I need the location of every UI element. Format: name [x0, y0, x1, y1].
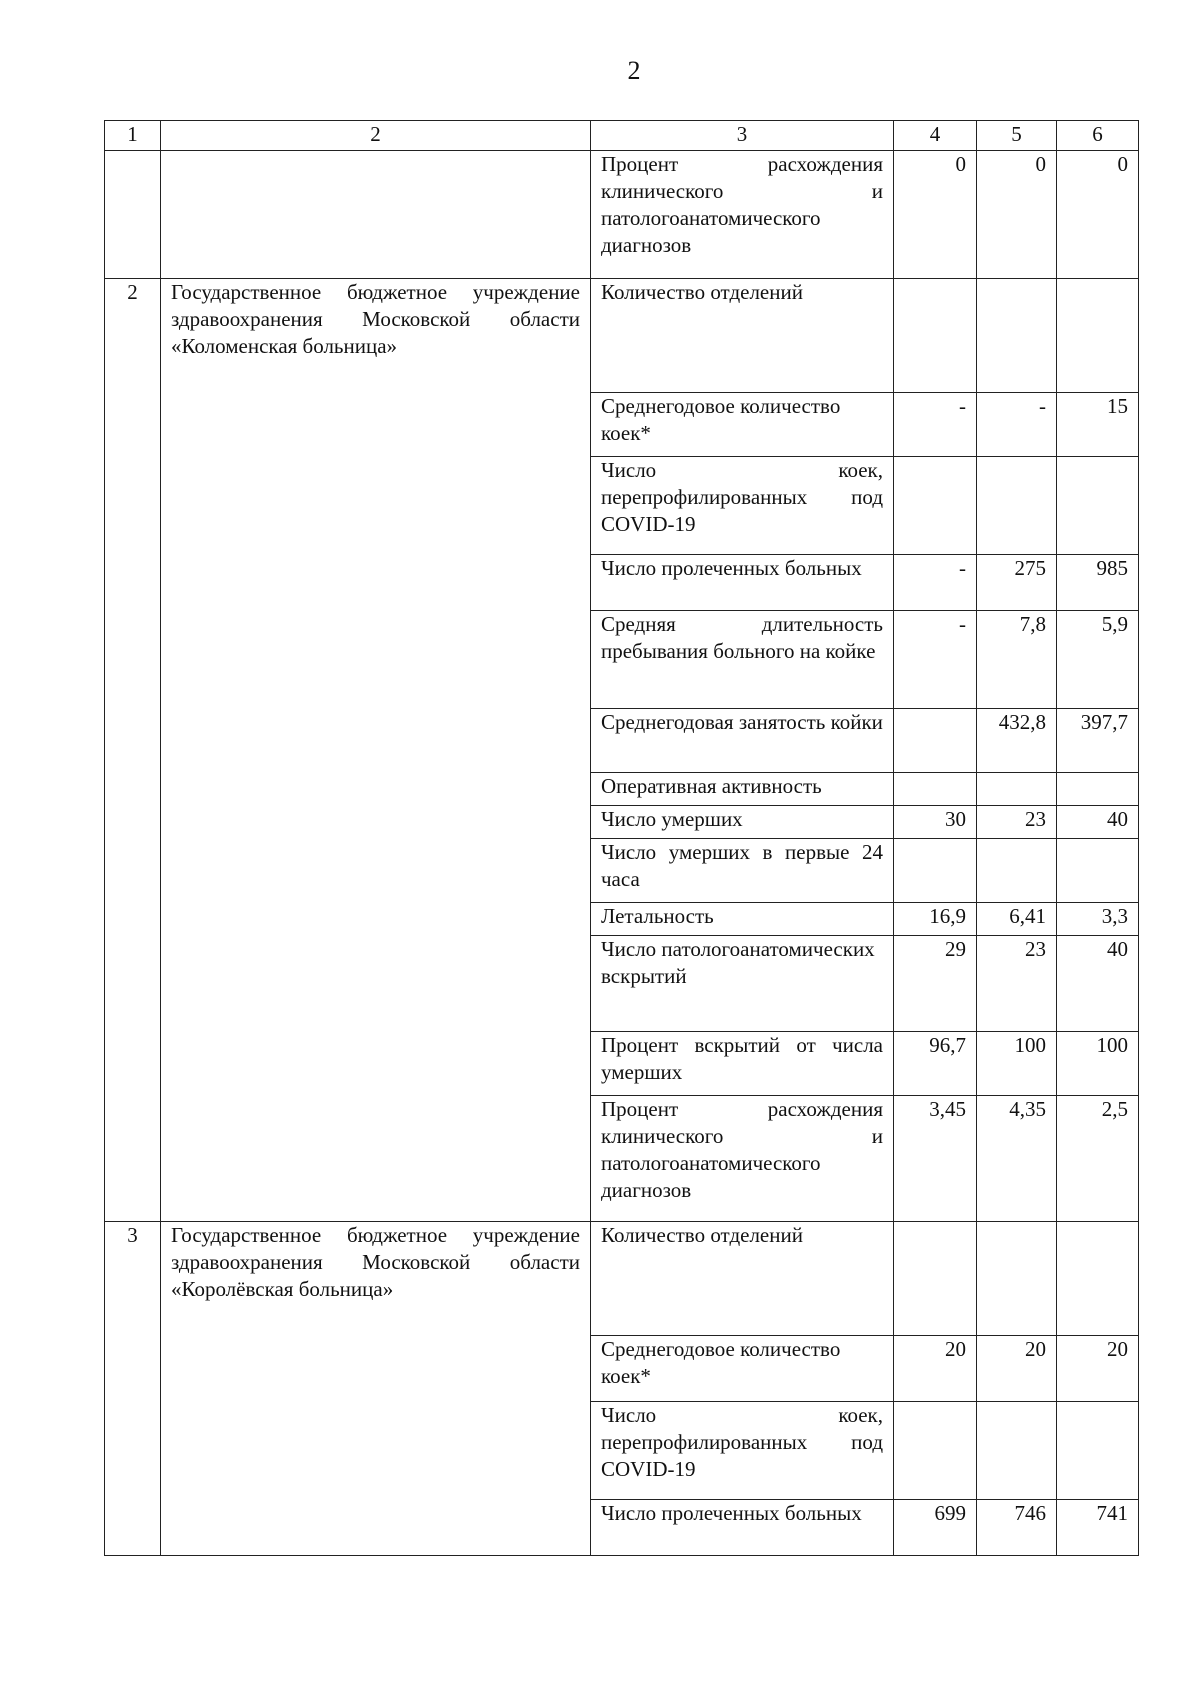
value-col6: 2,5 [1057, 1096, 1139, 1222]
value-col4: 96,7 [894, 1032, 977, 1096]
column-number: 1 [105, 121, 161, 151]
value-col5: 6,41 [977, 903, 1057, 936]
value-col4 [894, 709, 977, 773]
value-col4: - [894, 555, 977, 611]
value-col5: 23 [977, 806, 1057, 839]
indicator-label: Число коек, перепрофилированных под COVID-19 [591, 1402, 894, 1500]
value-col5: 432,8 [977, 709, 1057, 773]
indicator-label: Среднегодовое количество коек* [591, 1336, 894, 1402]
value-col4 [894, 773, 977, 806]
value-col4 [894, 1402, 977, 1500]
value-col5 [977, 839, 1057, 903]
value-col4 [894, 839, 977, 903]
value-col4: 3,45 [894, 1096, 977, 1222]
organization-name: Государственное бюджетное учреждение здравоохранения Московской области «Коломенская больница» [161, 279, 591, 1222]
value-col6 [1057, 1402, 1139, 1500]
value-col6: 40 [1057, 806, 1139, 839]
value-col6 [1057, 773, 1139, 806]
indicator-label: Число умерших [591, 806, 894, 839]
value-col5: 4,35 [977, 1096, 1057, 1222]
value-col5 [977, 773, 1057, 806]
value-col6: 100 [1057, 1032, 1139, 1096]
indicator-label: Средняя длительность пребывания больного на койке [591, 611, 894, 709]
value-col6: 3,3 [1057, 903, 1139, 936]
value-col5: - [977, 393, 1057, 457]
indicator-label: Число коек, перепрофилированных под COVID-19 [591, 457, 894, 555]
table-row [105, 279, 1139, 393]
value-col6: 397,7 [1057, 709, 1139, 773]
indicator-label: Число пролеченных больных [591, 555, 894, 611]
value-col4: 30 [894, 806, 977, 839]
value-col4 [894, 457, 977, 555]
organization-name: Государственное бюджетное учреждение здравоохранения Московской области «Королёвская больница» [161, 1222, 591, 1556]
row-number: 2 [105, 279, 161, 1222]
value-col5 [977, 279, 1057, 393]
value-col6 [1057, 457, 1139, 555]
value-col4: 699 [894, 1500, 977, 1556]
organization-cell [161, 151, 591, 279]
column-number: 3 [591, 121, 894, 151]
indicator-label: Количество отделений [591, 1222, 894, 1336]
row-number: 3 [105, 1222, 161, 1556]
indicator-label: Процент расхождения клинического и патологоанатомического диагнозов [591, 1096, 894, 1222]
value-col5: 20 [977, 1336, 1057, 1402]
value-col6: 741 [1057, 1500, 1139, 1556]
value-col5: 275 [977, 555, 1057, 611]
value-col5: 23 [977, 936, 1057, 1032]
value-col6 [1057, 839, 1139, 903]
value-col5: 7,8 [977, 611, 1057, 709]
value-col5 [977, 457, 1057, 555]
value-col4 [894, 279, 977, 393]
indicators-table [104, 120, 1139, 1556]
indicator-label: Число пролеченных больных [591, 1500, 894, 1556]
value-col6: 5,9 [1057, 611, 1139, 709]
column-number: 4 [894, 121, 977, 151]
page-number: 2 [627, 56, 641, 85]
indicator-label: Среднегодовое количество коек* [591, 393, 894, 457]
indicator-label: Число умерших в первые 24 часа [591, 839, 894, 903]
value-col5: 0 [977, 151, 1057, 279]
value-col5 [977, 1402, 1057, 1500]
indicator-label: Количество отделений [591, 279, 894, 393]
table-row [105, 151, 1139, 279]
value-col4: 16,9 [894, 903, 977, 936]
row-number-cell [105, 151, 161, 279]
column-number-row [105, 121, 1139, 151]
value-col5: 746 [977, 1500, 1057, 1556]
value-col5: 100 [977, 1032, 1057, 1096]
value-col5 [977, 1222, 1057, 1336]
table-row [105, 1222, 1139, 1336]
value-col6: 15 [1057, 393, 1139, 457]
value-col4: 0 [894, 151, 977, 279]
value-col6 [1057, 279, 1139, 393]
value-col6: 40 [1057, 936, 1139, 1032]
column-number: 6 [1057, 121, 1139, 151]
indicator-label: Среднегодовая занятость койки [591, 709, 894, 773]
indicator-label: Число патологоанатомических вскрытий [591, 936, 894, 1032]
value-col6: 20 [1057, 1336, 1139, 1402]
indicator-label: Оперативная активность [591, 773, 894, 806]
value-col4: 29 [894, 936, 977, 1032]
value-col4: - [894, 393, 977, 457]
value-col4 [894, 1222, 977, 1336]
column-number: 5 [977, 121, 1057, 151]
value-col6 [1057, 1222, 1139, 1336]
indicator-label: Процент расхождения клинического и патологоанатомического диагнозов [591, 151, 894, 279]
indicator-label: Процент вскрытий от числа умерших [591, 1032, 894, 1096]
value-col6: 0 [1057, 151, 1139, 279]
value-col6: 985 [1057, 555, 1139, 611]
value-col4: 20 [894, 1336, 977, 1402]
value-col4: - [894, 611, 977, 709]
indicator-label: Летальность [591, 903, 894, 936]
column-number: 2 [161, 121, 591, 151]
